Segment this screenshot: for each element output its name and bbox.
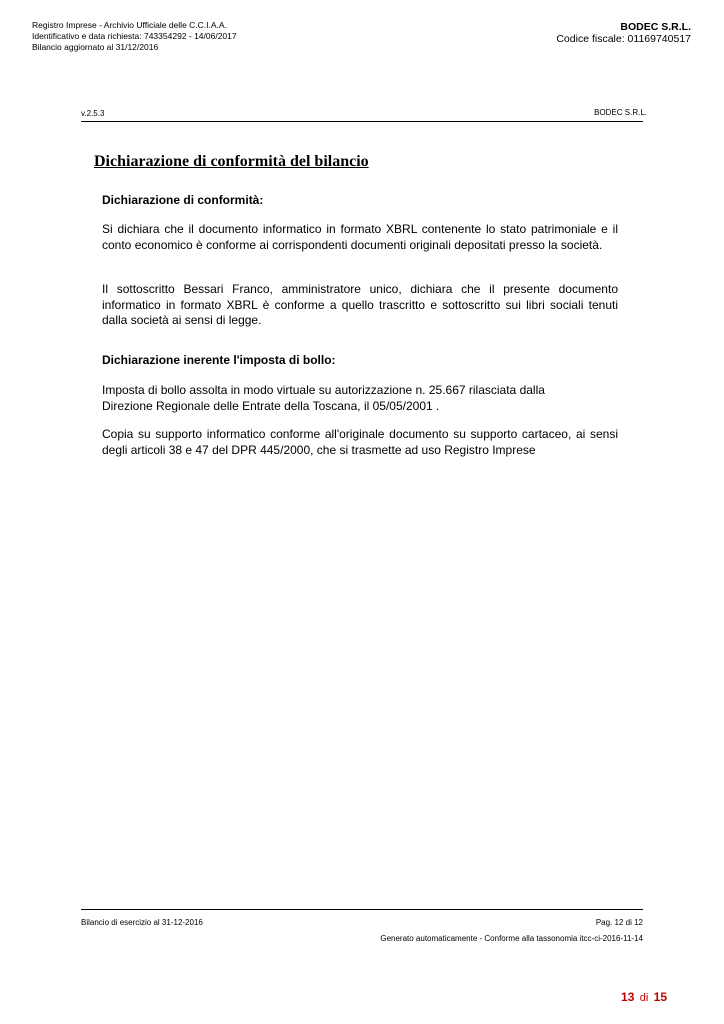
conformity-heading: Dichiarazione di conformità: — [102, 193, 264, 207]
footer-generated-note: Generato automaticamente - Conforme alla tassonomia itcc-ci-2016-11-14 — [380, 934, 643, 943]
header-divider — [81, 121, 643, 122]
version-label: v.2.5.3 — [81, 109, 105, 118]
balance-date-line: Bilancio aggiornato al 31/12/2016 — [32, 42, 159, 52]
registry-line: Registro Imprese - Archivio Ufficiale delle C.C.I.A.A. — [32, 20, 227, 30]
registry-header — [32, 20, 237, 53]
request-line: Identificativo e data richiesta: 743354292 - 14/06/2017 — [32, 31, 237, 41]
pager-total: 15 — [653, 990, 667, 1004]
company-header — [556, 21, 691, 46]
stamp-duty-heading: Dichiarazione inerente l'imposta di bollo: — [102, 353, 336, 367]
company-name-small: BODEC S.R.L. — [594, 108, 647, 117]
conformity-paragraph-1: Si dichiara che il documento informatico in formato XBRL contenente lo stato patrimoniale e il conto economico è conforme ai corrispondenti documenti originali depositati presso la società. — [102, 222, 618, 252]
stamp-duty-paragraph-1: Imposta di bollo assolta in modo virtuale su autorizzazione n. 25.667 rilasciata dalla Direzione Regionale delle Entrate della Toscana, il 05/05/2001 . — [102, 383, 545, 413]
document-title: Dichiarazione di conformità del bilancio — [94, 153, 369, 170]
fiscal-code: Codice fiscale: 01169740517 — [556, 33, 691, 45]
conformity-paragraph-2: Il sottoscritto Bessari Franco, amministratore unico, dichiara che il presente documento informatico in formato XBRL è conforme a quello trascritto e sottoscritto sui libri sociali tenuti dalla società ai sensi di legge. — [102, 282, 618, 327]
company-name: BODEC S.R.L. — [620, 21, 691, 33]
footer-page-number: Pag. 12 di 12 — [595, 918, 643, 927]
document-pager — [621, 990, 667, 1004]
stamp-duty-paragraph-2: Copia su supporto informatico conforme all'originale documento su supporto cartaceo, ai sensi degli articoli 38 e 47 del DPR 445/2000, che si trasmette ad uso Registro Imprese — [102, 427, 618, 457]
footer-balance-label: Bilancio di esercizio al 31-12-2016 — [81, 918, 203, 927]
pager-separator: di — [639, 992, 649, 1004]
pager-current: 13 — [621, 990, 635, 1004]
footer-divider — [81, 909, 643, 910]
